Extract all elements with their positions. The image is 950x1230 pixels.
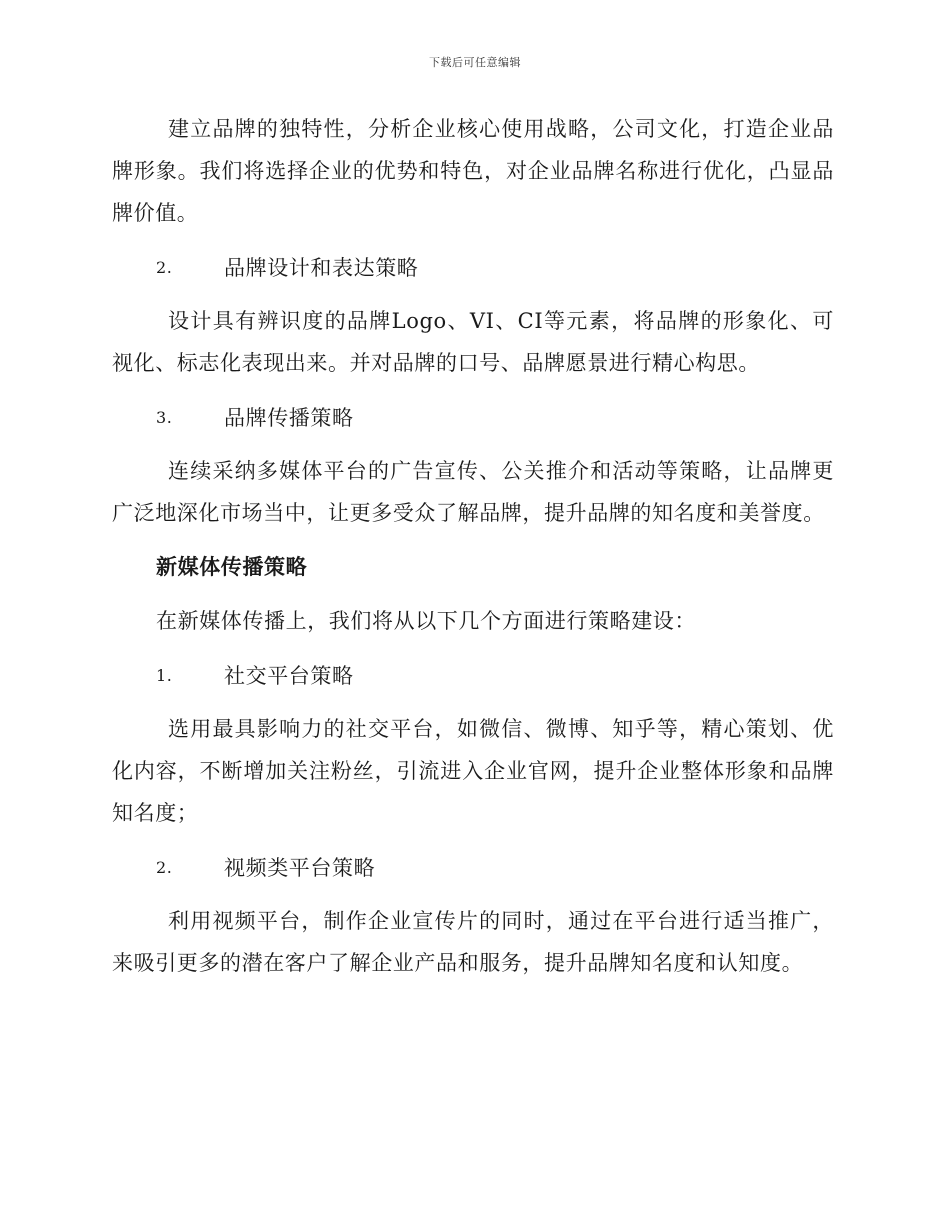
list-item-brand-design [112,246,834,288]
list-title: 品牌传播策略 [224,406,354,430]
page-header: 下载后可任意编辑 [429,56,521,69]
list-title: 社交平台策略 [224,664,354,688]
list-item-brand-communication [112,396,834,438]
list-number: 2. [156,257,173,277]
list-number: 2. [156,857,173,877]
paragraph-brand-communication: 连续采纳多媒体平台的广告宣传、公关推介和活动等策略，让品牌更广泛地深化市场当中，让更多受众了解品牌，提升品牌的知名度和美誉度。 [112,459,834,525]
list-title: 品牌设计和表达策略 [224,256,419,280]
section-heading-new-media: 新媒体传播策略 [156,554,308,579]
list-title: 视频类平台策略 [224,856,376,880]
paragraph-brand-uniqueness: 建立品牌的独特性，分析企业核心使用战略，公司文化，打造企业品牌形象。我们将选择企业的优势和特色，对企业品牌名称进行优化，凸显品牌价值。 [112,117,834,225]
list-number: 3. [156,407,173,427]
paragraph-social-platform: 选用最具影响力的社交平台，如微信、微博、知乎等，精心策划、优化内容，不断增加关注粉丝，引流进入企业官网，提升企业整体形象和品牌知名度； [112,717,834,825]
paragraph-new-media-intro: 在新媒体传播上，我们将从以下几个方面进行策略建设： [156,609,696,633]
paragraph-brand-design: 设计具有辨识度的品牌Logo、VI、CI等元素，将品牌的形象化、可视化、标志化表现出来。并对品牌的口号、品牌愿景进行精心构思。 [112,309,834,375]
document-body [112,108,834,984]
list-item-video-platform [112,846,834,888]
list-number: 1. [156,665,173,685]
paragraph-video-platform: 利用视频平台，制作企业宣传片的同时，通过在平台进行适当推广，来吸引更多的潜在客户了解企业产品和服务，提升品牌知名度和认知度。 [112,909,834,975]
list-item-social-platform [112,654,834,696]
